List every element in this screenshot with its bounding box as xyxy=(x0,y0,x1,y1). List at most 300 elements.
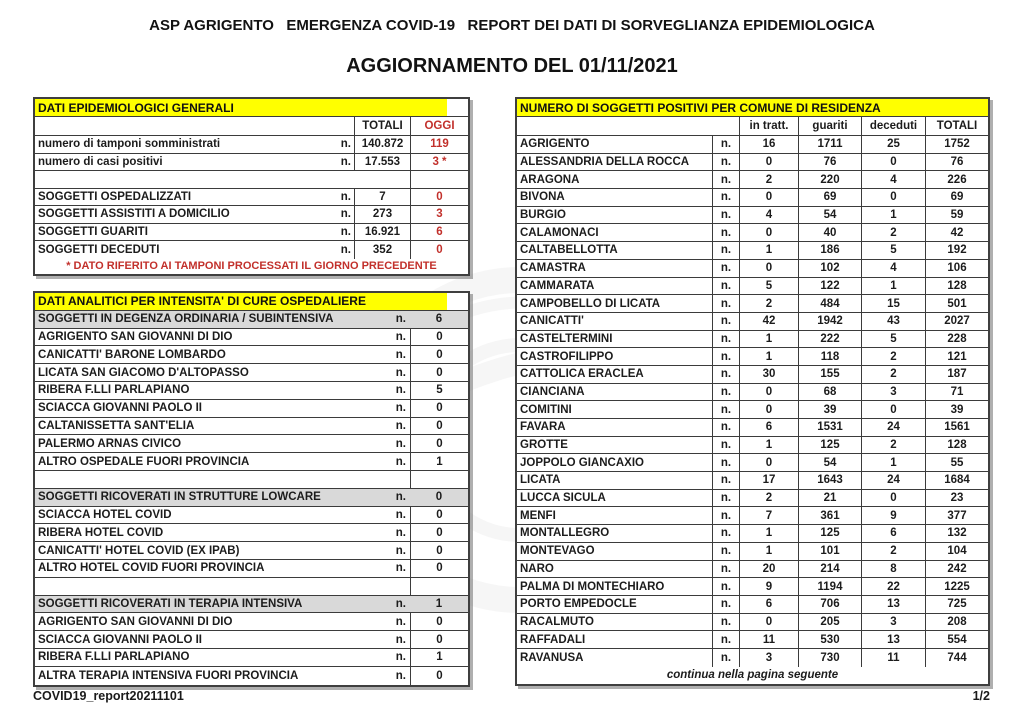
table-row xyxy=(35,382,468,400)
oggi-value: 0 xyxy=(410,189,468,206)
comune-name: BURGIO xyxy=(520,209,566,222)
table-row xyxy=(35,631,468,649)
in-tratt-value: 2 xyxy=(739,171,798,188)
totali-value: 16.921 xyxy=(354,224,410,241)
n-label: n. xyxy=(712,224,739,241)
table-row xyxy=(517,561,988,579)
comune-name: CAMPOBELLO DI LICATA xyxy=(520,297,661,310)
table-row xyxy=(35,524,468,542)
table-row xyxy=(35,346,468,364)
deceduti-value: 2 xyxy=(861,348,925,365)
n-label: n. xyxy=(395,669,406,682)
in-tratt-value: 1 xyxy=(739,525,798,542)
row-label: RIBERA F.LLI PARLAPIANO xyxy=(38,384,190,397)
count-value: 6 xyxy=(435,313,443,326)
comune-name: GROTTE xyxy=(520,439,568,452)
comuni-table-title-row xyxy=(517,99,988,117)
deceduti-value: 0 xyxy=(861,154,925,171)
table-row xyxy=(517,649,988,667)
totali-value: 23 xyxy=(925,490,988,507)
general-table-title-corner xyxy=(447,99,468,116)
table-row xyxy=(35,311,468,329)
totali-value: 242 xyxy=(925,561,988,578)
table-row xyxy=(35,435,468,453)
table-row xyxy=(517,278,988,296)
count-value: 0 xyxy=(410,613,468,630)
table-row xyxy=(35,489,468,507)
table-row xyxy=(517,490,988,508)
totali-value: 69 xyxy=(925,189,988,206)
in-tratt-value: 9 xyxy=(739,578,798,595)
in-tratt-value: 17 xyxy=(739,472,798,489)
totali-value: 128 xyxy=(925,278,988,295)
totali-value: 39 xyxy=(925,401,988,418)
hospital-table-title: DATI ANALITICI PER INTENSITA' DI CURE OSPEDALIERE xyxy=(35,293,447,310)
comune-name: RAFFADALI xyxy=(520,633,586,646)
row-label: AGRIGENTO SAN GIOVANNI DI DIO xyxy=(38,615,233,628)
totali-value: 228 xyxy=(925,331,988,348)
n-label: n. xyxy=(712,419,739,436)
count-value xyxy=(410,471,468,488)
table-row xyxy=(517,472,988,490)
table-row xyxy=(517,384,988,402)
deceduti-value: 13 xyxy=(861,631,925,648)
guariti-value: 220 xyxy=(798,171,861,188)
row-label: SOGGETTI RICOVERATI IN TERAPIA INTENSIVA xyxy=(38,597,303,610)
row-label: SOGGETTI ASSISTITI A DOMICILIO xyxy=(38,208,230,221)
guariti-value: 102 xyxy=(798,260,861,277)
n-label: n. xyxy=(340,155,351,168)
in-tratt-value: 0 xyxy=(739,454,798,471)
guariti-value: 186 xyxy=(798,242,861,259)
in-tratt-value: 0 xyxy=(739,224,798,241)
totali-value: 744 xyxy=(925,649,988,667)
deceduti-value: 3 xyxy=(861,614,925,631)
table-row xyxy=(517,596,988,614)
deceduti-value: 4 xyxy=(861,260,925,277)
comuni-table xyxy=(515,97,990,686)
comune-name: NARO xyxy=(520,562,554,575)
deceduti-value: 3 xyxy=(861,384,925,401)
guariti-value: 69 xyxy=(798,189,861,206)
deceduti-value: 24 xyxy=(861,472,925,489)
n-label: n. xyxy=(395,633,406,646)
hospital-table-title-row xyxy=(35,293,468,311)
totali-value: 17.553 xyxy=(354,154,410,171)
row-label-cell xyxy=(35,206,354,223)
guariti-value: 706 xyxy=(798,596,861,613)
oggi-value: 0 xyxy=(410,241,468,259)
guariti-value: 125 xyxy=(798,437,861,454)
in-tratt-value: 1 xyxy=(739,437,798,454)
table-row xyxy=(35,189,468,207)
table-row xyxy=(35,241,468,259)
comune-name: JOPPOLO GIANCAXIO xyxy=(520,456,644,469)
deceduti-value: 0 xyxy=(861,401,925,418)
n-label: n. xyxy=(712,366,739,383)
table-row xyxy=(517,419,988,437)
totali-value: 55 xyxy=(925,454,988,471)
row-label: AGRIGENTO SAN GIOVANNI DI DIO xyxy=(38,330,233,343)
table-row xyxy=(517,224,988,242)
n-label: n. xyxy=(395,562,406,575)
table-row xyxy=(35,613,468,631)
n-label: n. xyxy=(395,651,406,664)
row-label: ALTRO HOTEL COVID FUORI PROVINCIA xyxy=(38,562,265,575)
n-label: n. xyxy=(712,596,739,613)
row-label: SOGGETTI RICOVERATI IN STRUTTURE LOWCARE xyxy=(38,491,321,504)
table-row xyxy=(517,207,988,225)
guariti-value: 730 xyxy=(798,649,861,667)
n-label: n. xyxy=(395,455,406,468)
comune-name: LUCCA SICULA xyxy=(520,492,606,505)
hospital-care-table xyxy=(33,291,470,687)
row-label: SCIACCA HOTEL COVID xyxy=(38,508,172,521)
deceduti-value: 6 xyxy=(861,525,925,542)
row-label-cell xyxy=(35,154,354,171)
in-tratt-value: 1 xyxy=(739,348,798,365)
general-table-title-row xyxy=(35,99,468,117)
totali-value: 352 xyxy=(354,241,410,259)
n-label: n. xyxy=(395,348,406,361)
n-label: n. xyxy=(712,454,739,471)
general-table-header-row xyxy=(35,117,468,136)
n-label: n. xyxy=(340,208,351,221)
table-row xyxy=(517,614,988,632)
in-tratt-value: 1 xyxy=(739,543,798,560)
deceduti-value: 4 xyxy=(861,171,925,188)
comune-name: RAVANUSA xyxy=(520,651,584,664)
deceduti-value: 9 xyxy=(861,507,925,524)
n-label: n. xyxy=(712,507,739,524)
comune-name: CASTROFILIPPO xyxy=(520,350,614,363)
n-label: n. xyxy=(395,508,406,521)
row-label: SOGGETTI OSPEDALIZZATI xyxy=(38,190,192,203)
general-data-table xyxy=(33,97,470,276)
totali-value: 192 xyxy=(925,242,988,259)
deceduti-value: 5 xyxy=(861,331,925,348)
in-tratt-value: 0 xyxy=(739,189,798,206)
table-row xyxy=(517,437,988,455)
table-row xyxy=(35,329,468,347)
row-label: SCIACCA GIOVANNI PAOLO II xyxy=(38,402,202,415)
n-label: n. xyxy=(395,313,406,326)
deceduti-value: 0 xyxy=(861,189,925,206)
n-label: n. xyxy=(712,614,739,631)
n-label: n. xyxy=(712,278,739,295)
comuni-table-header-spacer xyxy=(517,117,739,135)
totali-value: 1684 xyxy=(925,472,988,489)
comune-name: LICATA xyxy=(520,474,561,487)
deceduti-value: 0 xyxy=(861,490,925,507)
table-row xyxy=(35,224,468,242)
guariti-value: 222 xyxy=(798,331,861,348)
table-row xyxy=(35,154,468,172)
totali-value: 71 xyxy=(925,384,988,401)
n-label: n. xyxy=(712,348,739,365)
count-value: 0 xyxy=(410,400,468,417)
deceduti-value: 8 xyxy=(861,561,925,578)
table-row xyxy=(517,454,988,472)
totali-value: 226 xyxy=(925,171,988,188)
n-label: n. xyxy=(712,401,739,418)
n-label: n. xyxy=(712,242,739,259)
row-label: CANICATTI' HOTEL COVID (EX IPAB) xyxy=(38,544,240,557)
table-row xyxy=(35,560,468,578)
row-label: SOGGETTI GUARITI xyxy=(38,225,148,238)
comune-name: COMITINI xyxy=(520,403,572,416)
comune-name: CANICATTI' xyxy=(520,315,584,328)
deceduti-value: 11 xyxy=(861,649,925,667)
n-label: n. xyxy=(395,384,406,397)
totali-value: 208 xyxy=(925,614,988,631)
in-tratt-value: 30 xyxy=(739,366,798,383)
row-label: SCIACCA GIOVANNI PAOLO II xyxy=(38,633,202,646)
count-value: 1 xyxy=(435,597,443,610)
comuni-col-guariti: guariti xyxy=(798,117,861,135)
count-value: 1 xyxy=(410,649,468,666)
general-table-footnote: * DATO RIFERITO AI TAMPONI PROCESSATI IL GIORNO PRECEDENTE xyxy=(66,260,437,273)
row-label-cell xyxy=(35,241,354,259)
row-label-cell xyxy=(35,171,354,188)
n-label: n. xyxy=(712,136,739,153)
table-row xyxy=(517,136,988,154)
totali-value xyxy=(354,171,410,188)
in-tratt-value: 20 xyxy=(739,561,798,578)
deceduti-value: 24 xyxy=(861,419,925,436)
comune-name: CASTELTERMINI xyxy=(520,332,613,345)
deceduti-value: 1 xyxy=(861,278,925,295)
guariti-value: 1194 xyxy=(798,578,861,595)
totali-value: 1752 xyxy=(925,136,988,153)
count-value: 0 xyxy=(410,435,468,452)
comuni-col-deceduti: deceduti xyxy=(861,117,925,135)
n-label: n. xyxy=(340,138,351,151)
guariti-value: 68 xyxy=(798,384,861,401)
n-label: n. xyxy=(395,437,406,450)
count-value: 1 xyxy=(410,453,468,470)
in-tratt-value: 3 xyxy=(739,649,798,667)
in-tratt-value: 7 xyxy=(739,507,798,524)
table-row xyxy=(517,348,988,366)
table-row xyxy=(35,453,468,471)
row-label: SOGGETTI DECEDUTI xyxy=(38,243,160,256)
guariti-value: 125 xyxy=(798,525,861,542)
n-label: n. xyxy=(712,649,739,667)
deceduti-value: 2 xyxy=(861,543,925,560)
in-tratt-value: 0 xyxy=(739,401,798,418)
table-row xyxy=(517,507,988,525)
in-tratt-value: 0 xyxy=(739,384,798,401)
comuni-table-title: NUMERO DI SOGGETTI POSITIVI PER COMUNE DI RESIDENZA xyxy=(517,99,988,116)
in-tratt-value: 2 xyxy=(739,295,798,312)
comune-name: ALESSANDRIA DELLA ROCCA xyxy=(520,156,690,169)
table-row xyxy=(517,331,988,349)
table-row xyxy=(517,189,988,207)
totali-value: 377 xyxy=(925,507,988,524)
table-row xyxy=(35,471,468,489)
in-tratt-value: 0 xyxy=(739,614,798,631)
count-value: 0 xyxy=(410,364,468,381)
n-label: n. xyxy=(340,243,351,256)
in-tratt-value: 2 xyxy=(739,490,798,507)
general-table-col-oggi: OGGI xyxy=(410,117,468,135)
n-label: n. xyxy=(395,366,406,379)
n-label: n. xyxy=(395,491,406,504)
count-value: 0 xyxy=(410,560,468,577)
comune-name: AGRIGENTO xyxy=(520,138,590,151)
comune-name: MONTEVAGO xyxy=(520,545,595,558)
n-label: n. xyxy=(395,526,406,539)
document-filename: COVID19_report20211101 xyxy=(33,689,184,703)
oggi-value: 6 xyxy=(410,224,468,241)
n-label: n. xyxy=(712,384,739,401)
comune-name: CALTABELLOTTA xyxy=(520,244,618,257)
oggi-value: 3 * xyxy=(410,154,468,171)
guariti-value: 21 xyxy=(798,490,861,507)
deceduti-value: 1 xyxy=(861,207,925,224)
table-row xyxy=(35,418,468,436)
comuni-table-header-row xyxy=(517,117,988,136)
general-table-header-spacer xyxy=(35,117,354,135)
table-row xyxy=(517,366,988,384)
comune-name: CAMMARATA xyxy=(520,279,595,292)
n-label: n. xyxy=(712,260,739,277)
comune-name: PORTO EMPEDOCLE xyxy=(520,598,637,611)
table-row xyxy=(35,171,468,189)
in-tratt-value: 1 xyxy=(739,331,798,348)
row-label: numero di tamponi somministrati xyxy=(38,138,221,151)
row-label-cell xyxy=(35,224,354,241)
totali-value: 7 xyxy=(354,189,410,206)
guariti-value: 484 xyxy=(798,295,861,312)
guariti-value: 1531 xyxy=(798,419,861,436)
in-tratt-value: 5 xyxy=(739,278,798,295)
guariti-value: 76 xyxy=(798,154,861,171)
totali-value: 132 xyxy=(925,525,988,542)
hospital-table-title-corner xyxy=(447,293,468,310)
n-label: n. xyxy=(395,330,406,343)
n-label: n. xyxy=(712,154,739,171)
comune-name: PALMA DI MONTECHIARO xyxy=(520,580,665,593)
oggi-value xyxy=(410,171,468,188)
guariti-value: 205 xyxy=(798,614,861,631)
row-label: ALTRA TERAPIA INTENSIVA FUORI PROVINCIA xyxy=(38,669,299,682)
row-label: LICATA SAN GIACOMO D'ALTOPASSO xyxy=(38,366,249,379)
table-row xyxy=(517,631,988,649)
count-value: 0 xyxy=(410,346,468,363)
n-label: n. xyxy=(712,189,739,206)
n-label: n. xyxy=(395,597,406,610)
table-row xyxy=(517,295,988,313)
n-label: n. xyxy=(395,544,406,557)
table-row xyxy=(35,136,468,154)
row-label xyxy=(35,471,383,488)
table-row xyxy=(35,578,468,596)
table-row xyxy=(35,364,468,382)
deceduti-value: 1 xyxy=(861,454,925,471)
totali-value: 1561 xyxy=(925,419,988,436)
n-label: n. xyxy=(712,561,739,578)
n-label: n. xyxy=(712,331,739,348)
comune-name: MONTALLEGRO xyxy=(520,527,610,540)
in-tratt-value: 6 xyxy=(739,596,798,613)
totali-value: 106 xyxy=(925,260,988,277)
totali-value: 140.872 xyxy=(354,136,410,153)
totali-value: 501 xyxy=(925,295,988,312)
table-row xyxy=(517,525,988,543)
n-label: n. xyxy=(712,543,739,560)
row-label-cell xyxy=(35,189,354,206)
oggi-value: 119 xyxy=(410,136,468,153)
count-value: 0 xyxy=(410,667,468,685)
guariti-value: 1942 xyxy=(798,313,861,330)
table-row xyxy=(517,154,988,172)
n-label: n. xyxy=(712,313,739,330)
count-value: 0 xyxy=(410,507,468,524)
totali-value: 128 xyxy=(925,437,988,454)
row-label: PALERMO ARNAS CIVICO xyxy=(38,437,182,450)
n-label: n. xyxy=(395,419,406,432)
count-value: 0 xyxy=(410,631,468,648)
deceduti-value: 2 xyxy=(861,437,925,454)
n-label: n. xyxy=(712,295,739,312)
page-number: 1/2 xyxy=(972,689,990,703)
deceduti-value: 2 xyxy=(861,224,925,241)
n-label: n. xyxy=(712,490,739,507)
table-row xyxy=(517,313,988,331)
totali-value: 76 xyxy=(925,154,988,171)
in-tratt-value: 4 xyxy=(739,207,798,224)
comune-name: FAVARA xyxy=(520,421,566,434)
n-label: n. xyxy=(712,171,739,188)
totali-value: 1225 xyxy=(925,578,988,595)
deceduti-value: 5 xyxy=(861,242,925,259)
totali-value: 554 xyxy=(925,631,988,648)
guariti-value: 530 xyxy=(798,631,861,648)
guariti-value: 40 xyxy=(798,224,861,241)
row-label: CANICATTI' BARONE LOMBARDO xyxy=(38,348,226,361)
guariti-value: 101 xyxy=(798,543,861,560)
table-row xyxy=(517,171,988,189)
totali-value: 187 xyxy=(925,366,988,383)
totali-value: 42 xyxy=(925,224,988,241)
n-label: n. xyxy=(712,207,739,224)
table-row xyxy=(517,260,988,278)
totali-value: 2027 xyxy=(925,313,988,330)
report-subtitle: AGGIORNAMENTO DEL 01/11/2021 xyxy=(346,55,678,77)
deceduti-value: 15 xyxy=(861,295,925,312)
table-row xyxy=(35,649,468,667)
deceduti-value: 25 xyxy=(861,136,925,153)
comune-name: CIANCIANA xyxy=(520,385,585,398)
totali-value: 121 xyxy=(925,348,988,365)
deceduti-value: 2 xyxy=(861,366,925,383)
deceduti-value: 13 xyxy=(861,596,925,613)
count-value: 0 xyxy=(410,418,468,435)
totali-value: 59 xyxy=(925,207,988,224)
row-label: RIBERA HOTEL COVID xyxy=(38,526,164,539)
comune-name: MENFI xyxy=(520,509,556,522)
comune-name: CATTOLICA ERACLEA xyxy=(520,368,644,381)
row-label xyxy=(35,578,383,595)
in-tratt-value: 16 xyxy=(739,136,798,153)
comune-name: ARAGONA xyxy=(520,173,580,186)
n-label: n. xyxy=(712,525,739,542)
row-label: CALTANISSETTA SANT'ELIA xyxy=(38,419,195,432)
guariti-value: 54 xyxy=(798,207,861,224)
general-table-title: DATI EPIDEMIOLOGICI GENERALI xyxy=(35,99,447,116)
